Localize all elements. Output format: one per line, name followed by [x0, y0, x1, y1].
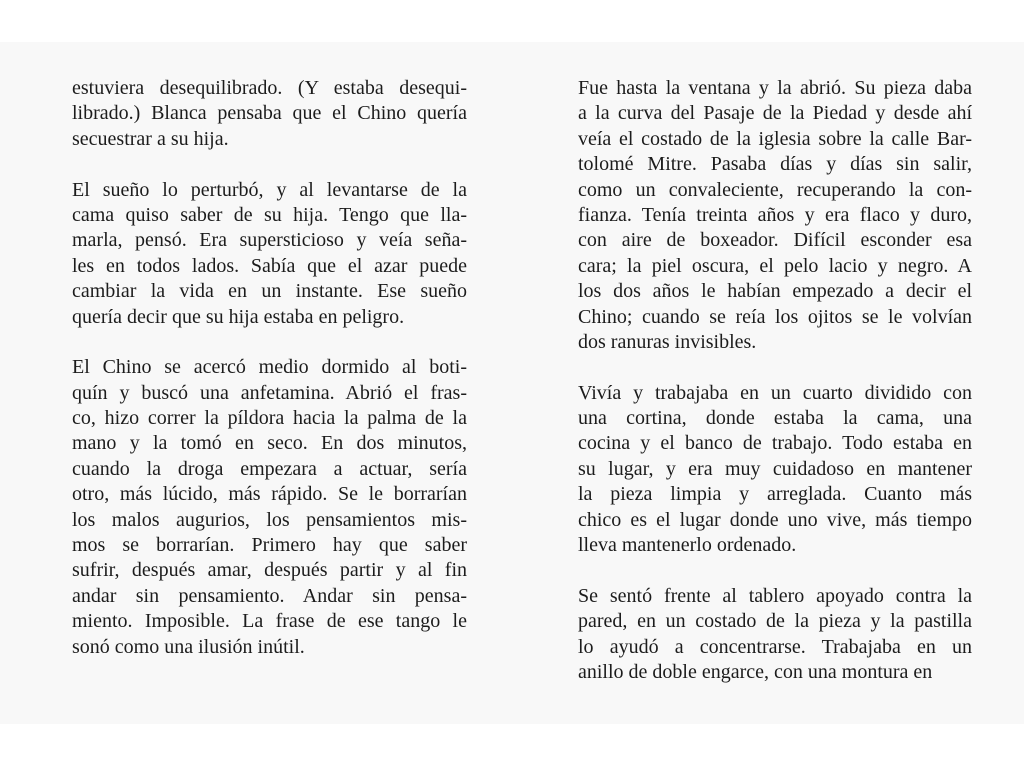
text-line: quín y buscó una anfetamina. Abrió el fras- — [72, 381, 467, 404]
text-line: los malos augurios, los pensamientos mis- — [72, 508, 467, 531]
text-line: miento. Imposible. La frase de ese tango le — [72, 610, 467, 633]
text-line: Chino; cuando se reía los ojitos se le volvían — [578, 305, 972, 328]
text-line: dos ranuras invisibles. — [578, 330, 757, 353]
text-line: con aire de boxeador. Difícil esconder esa — [578, 229, 972, 252]
text-line: cocina y el banco de trabajo. Todo estaba en — [578, 432, 972, 455]
text-line: chico es el lugar donde uno vive, más tiempo — [578, 508, 972, 531]
text-line: sonó como una ilusión inútil. — [72, 635, 305, 658]
text-line: anillo de doble engarce, con una montura en — [578, 660, 933, 683]
paragraph — [72, 76, 467, 152]
text-line: Fue hasta la ventana y la abrió. Su pieza daba — [578, 77, 972, 99]
text-line: cuando la droga empezara a actuar, sería — [72, 457, 467, 480]
text-line: pared, en un costado de la pieza y la pastilla — [578, 610, 972, 633]
text-line: marla, pensó. Era supersticioso y veía seña- — [72, 229, 467, 252]
text-line: quería decir que su hija estaba en peligro. — [72, 305, 405, 328]
text-line: como un convaleciente, recuperando la con- — [578, 178, 972, 201]
text-line: cara; la piel oscura, el pelo lacio y negro. A — [578, 254, 972, 277]
text-line: tolomé Mitre. Pasaba días y días sin salir, — [578, 153, 972, 176]
text-line: librado.) Blanca pensaba que el Chino quería — [72, 102, 467, 125]
text-line: sufrir, después amar, después partir y al fin — [72, 559, 467, 582]
text-line: veía el costado de la iglesia sobre la calle Bar- — [578, 127, 972, 150]
paragraph — [578, 381, 972, 559]
text-line: andar sin pensamiento. Andar sin pensa- — [72, 584, 467, 607]
text-line: la pieza limpia y arreglada. Cuanto más — [578, 483, 972, 506]
text-line: mano y la tomó en seco. En dos minutos, — [72, 432, 467, 455]
text-line: lleva mantenerlo ordenado. — [578, 534, 797, 557]
text-line: estuviera desequilibrado. (Y estaba desequi- — [72, 77, 467, 99]
paragraph — [72, 178, 467, 330]
text-line: El sueño lo perturbó, y al levantarse de la — [72, 178, 467, 201]
text-line: lo ayudó a concentrarse. Trabajaba en un — [578, 635, 972, 658]
right-page-text-column — [578, 76, 972, 685]
text-line: Se sentó frente al tablero apoyado contra la — [578, 584, 972, 607]
book-page-background — [0, 42, 1024, 724]
text-line: a la curva del Pasaje de la Piedad y desde ahí — [578, 102, 972, 125]
text-line: secuestrar a su hija. — [72, 127, 229, 150]
paragraph — [578, 584, 972, 686]
text-line: su lugar, y era muy cuidadoso en mantener — [578, 457, 972, 480]
text-line: El Chino se acercó medio dormido al boti- — [72, 356, 467, 379]
left-page-text-column — [72, 76, 467, 660]
text-line: cama quiso saber de su hija. Tengo que lla- — [72, 203, 467, 226]
text-line: los dos años le habían empezado a decir el — [578, 280, 972, 303]
text-line: otro, más lúcido, más rápido. Se le borrarían — [72, 483, 467, 506]
text-line: cambiar la vida en un instante. Ese sueño — [72, 280, 467, 303]
text-line: Vivía y trabajaba en un cuarto dividido con — [578, 381, 972, 404]
text-line: les en todos lados. Sabía que el azar puede — [72, 254, 467, 277]
paragraph — [72, 355, 467, 660]
text-line: una cortina, donde estaba la cama, una — [578, 407, 972, 430]
text-line: mos se borrarían. Primero hay que saber — [72, 534, 467, 557]
text-line: co, hizo correr la píldora hacia la palma de la — [72, 407, 467, 430]
text-line: fianza. Tenía treinta años y era flaco y duro, — [578, 203, 972, 226]
paragraph — [578, 76, 972, 355]
